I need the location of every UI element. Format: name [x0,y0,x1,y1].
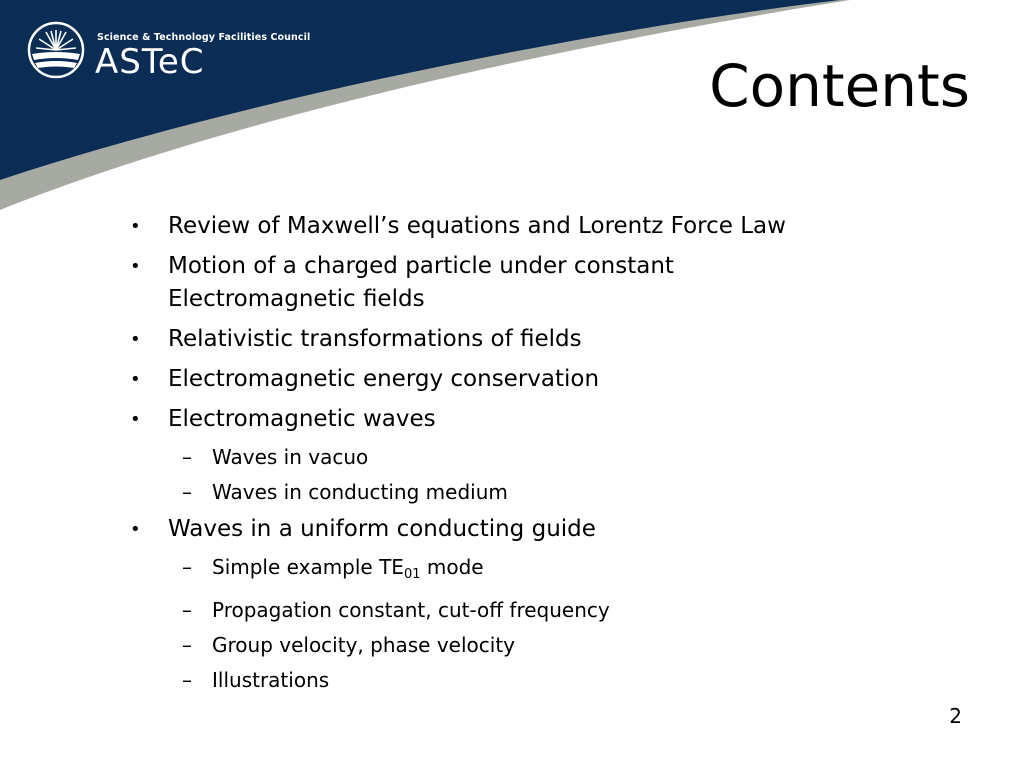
dash-glyph: – [182,598,192,622]
bullet-glyph: • [130,519,141,540]
list-item-text: Electromagnetic energy conservation [168,366,600,392]
bullet-glyph: • [130,256,141,277]
bullet-glyph: • [130,409,141,430]
list-item-text: Motion of a charged particle under constant Electromagnetic fields [168,253,674,312]
sublist-item-text: Simple example TE [212,555,404,579]
bullet-glyph: • [130,369,141,390]
sublist-item [130,478,930,506]
list-item-text: Waves in a uniform conducting guide [168,516,596,542]
sublist-item [130,553,930,589]
sublist [130,443,930,506]
sublist-item-text: Group velocity, phase velocity [212,633,515,657]
brand-name: ASTeC [95,42,205,82]
contents-list [130,210,930,701]
sublist-item-suffix: mode [420,555,484,579]
dash-glyph: – [182,480,192,504]
sublist-item-text: Waves in conducting medium [212,480,508,504]
te-mode-subscript: 01 [403,567,421,582]
list-item-text: Review of Maxwell’s equations and Lorentz Force Law [168,213,786,239]
sublist-item-text: Waves in vacuo [212,445,369,469]
organization-name: Science & Technology Facilities Council [97,32,311,43]
bullet-glyph: • [130,216,141,237]
sublist [130,553,930,694]
dash-glyph: – [182,555,192,579]
list-item-text: Relativistic transformations of fields [168,326,582,352]
stfc-sunburst-icon [26,20,86,80]
sublist-item [130,631,930,659]
list-item [130,323,930,356]
list-item [130,403,930,436]
list-item [130,250,768,316]
list-item [130,210,930,243]
slide-title: Contents [709,52,970,120]
bullet-glyph: • [130,329,141,350]
sublist-item-text: Illustrations [212,668,330,692]
sublist-item [130,443,930,471]
sublist-item [130,596,930,624]
sublist-item-text: Propagation constant, cut-off frequency [212,598,610,622]
dash-glyph: – [182,445,192,469]
list-item [130,513,930,546]
sublist-item [130,666,930,694]
list-item [130,363,930,396]
page-number: 2 [949,704,962,728]
dash-glyph: – [182,633,192,657]
dash-glyph: – [182,668,192,692]
list-item-text: Electromagnetic waves [168,406,436,432]
